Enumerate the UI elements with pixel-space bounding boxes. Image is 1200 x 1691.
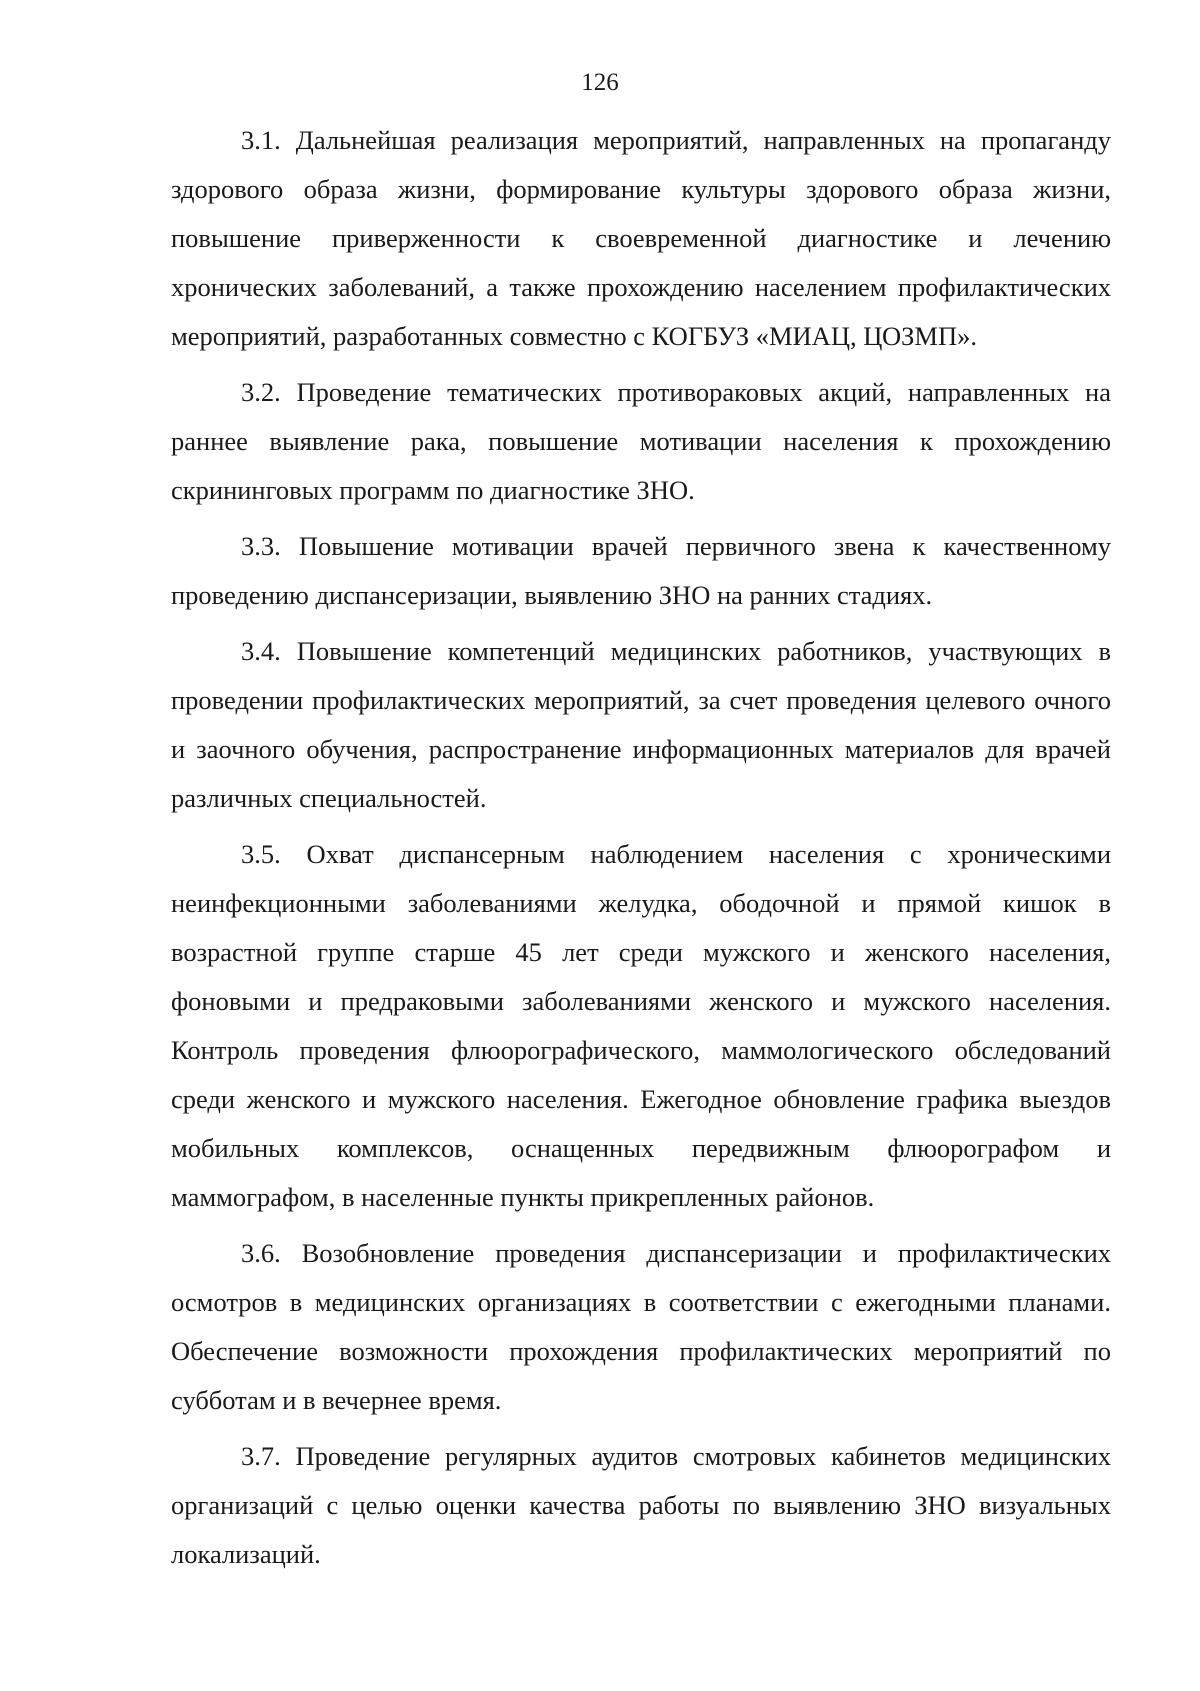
page-number: 126 [581, 69, 619, 96]
document-body [171, 116, 1111, 1586]
paragraph-3-6: 3.6. Возобновление проведения диспансеризации и профилактических осмотров в медицинских организациях в соответствии с ежегодными планами. Обеспечение возможности прохождения профилактических мероприятий по субботам и в вечернее время. [171, 1238, 1111, 1415]
paragraph-3-7: 3.7. Проведение регулярных аудитов смотровых кабинетов медицинских организаций с целью оценки качества работы по выявлению ЗНО визуальных локализаций. [171, 1441, 1111, 1569]
paragraph-3-2: 3.2. Проведение тематических противораковых акций, направленных на раннее выявление рака, повышение мотивации населения к прохождению скрининговых программ по диагностике ЗНО. [171, 377, 1111, 505]
paragraph-3-5: 3.5. Охват диспансерным наблюдением населения с хроническими неинфекционными заболеваниями желудка, ободочной и прямой кишок в возрастной группе старше 45 лет среди мужского и женского населения, фоновыми и предраковыми заболеваниями женского и мужского населения. Контроль проведения флюорографического, маммологического обследований среди женского и мужского населения. Ежегодное обновление графика выездов мобильных комплексов, оснащенных передвижным флюорографом и маммографом, в населенные пункты прикрепленных районов. [171, 839, 1111, 1212]
paragraph-3-1: 3.1. Дальнейшая реализация мероприятий, направленных на пропаганду здорового образа жизни, формирование культуры здорового образа жизни, повышение приверженности к своевременной диагностике и лечению хронических заболеваний, а также прохождению населением профилактических мероприятий, разработанных совместно с КОГБУЗ «МИАЦ, ЦОЗМП». [171, 125, 1111, 351]
paragraph-3-4: 3.4. Повышение компетенций медицинских работников, участвующих в проведении профилактических мероприятий, за счет проведения целевого очного и заочного обучения, распространение информационных материалов для врачей различных специальностей. [171, 636, 1111, 813]
paragraph-3-3: 3.3. Повышение мотивации врачей первичного звена к качественному проведению диспансеризации, выявлению ЗНО на ранних стадиях. [171, 531, 1111, 610]
